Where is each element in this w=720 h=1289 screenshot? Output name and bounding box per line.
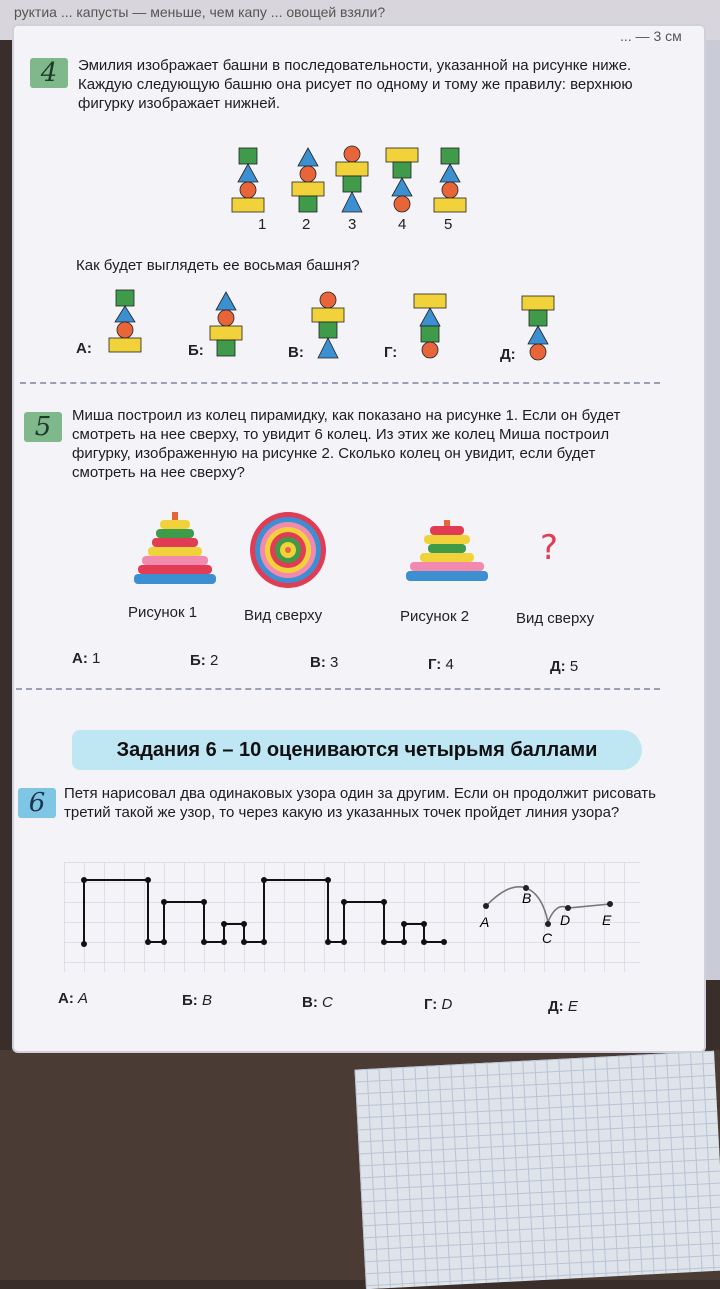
divider-line — [20, 382, 660, 384]
previous-page-text-2: ... — 3 см — [620, 28, 682, 44]
divider-line — [16, 688, 660, 690]
tower-label-5: 5 — [444, 216, 453, 233]
answer-d-label: Д: — [500, 346, 516, 363]
point-label-b: B — [522, 890, 532, 906]
point-label-d: D — [560, 912, 571, 928]
point-label-e: E — [602, 912, 612, 928]
figure-2-caption: Рисунок 2 — [400, 608, 470, 625]
answer-a-tower[interactable] — [105, 288, 145, 360]
pyramid-figure-1 — [130, 510, 220, 590]
tower-1 — [232, 148, 264, 212]
answer-v-label: В: — [288, 344, 304, 361]
graph-paper-sheet — [354, 1051, 720, 1289]
task6-text: Петя нарисовал два одинаковых узора один за другим. Если он продолжит рисовать третий такой же узор, то через какую из указанных точек пройдет линия узора? — [64, 785, 656, 821]
figure-1-caption: Рисунок 1 — [128, 604, 198, 621]
tower-label-4: 4 — [398, 216, 407, 233]
tower-label-1: 1 — [258, 216, 267, 233]
task6-answer-a[interactable]: А: A — [58, 990, 89, 1007]
section-banner: Задания 6 – 10 оцениваются четырьмя баллами — [72, 730, 642, 770]
answer-b-label: Б: — [188, 342, 204, 359]
top-view-caption: Вид сверху — [244, 607, 323, 624]
answer-v-tower[interactable] — [308, 290, 348, 362]
task5-answer-a[interactable]: А: 1 — [72, 650, 101, 667]
answer-d-tower[interactable] — [518, 294, 558, 366]
top-view-caption-2: Вид сверху — [516, 610, 595, 627]
task4-text: Эмилия изображает башни в последовательности, указанной на рисунке ниже. Каждую следующую башню она рисует по одному и тому же правилу: верхнюю фигурку изображает нижней. — [78, 57, 633, 112]
answer-a-label: А: — [76, 340, 92, 357]
tower-label-2: 2 — [302, 216, 311, 233]
point-label-a: A — [480, 914, 490, 930]
top-view-rings — [248, 510, 328, 590]
question-mark: ? — [540, 528, 559, 568]
answer-g-tower[interactable] — [410, 292, 450, 364]
task5-answer-d[interactable]: Д: 5 — [550, 658, 579, 675]
tower-4 — [386, 148, 418, 212]
previous-page-text: руктиа ... капусты — меньше, чем капу ... овощей взяли? — [14, 4, 386, 20]
task-number-badge: 5 — [24, 412, 62, 442]
tower-3 — [336, 146, 368, 212]
answer-g-label: Г: — [384, 344, 398, 361]
answer-b-tower[interactable] — [206, 290, 246, 362]
task-number-badge: 6 — [18, 788, 56, 818]
task5-answer-b[interactable]: Б: 2 — [190, 652, 219, 669]
task4-question: Как будет выглядеть ее восьмая башня? — [76, 257, 360, 274]
point-label-c: C — [542, 930, 553, 946]
task-number-badge: 4 — [30, 58, 68, 88]
task5-answer-v[interactable]: В: 3 — [310, 654, 339, 671]
tower-5 — [434, 148, 466, 212]
task6-answer-v[interactable]: В: C — [302, 994, 333, 1011]
pyramid-figure-2 — [402, 518, 492, 588]
task6-answer-d[interactable]: Д: E — [548, 998, 578, 1015]
task5-text: Миша построил из колец пирамидку, как показано на рисунке 1. Если он будет смотреть на нее сверху, то увидит 6 колец. Из этих же колец Миша построил фигурку, изображенную на рисунке 2. Сколько колец он увидит, если будет смотреть на нее сверху? — [72, 407, 621, 481]
task6-answer-b[interactable]: Б: B — [182, 992, 212, 1009]
tower-label-3: 3 — [348, 216, 357, 233]
pattern-grid — [64, 862, 640, 972]
task5-answer-g[interactable]: Г: 4 — [428, 656, 454, 673]
task6-answer-g[interactable]: Г: D — [424, 996, 453, 1013]
tower-2 — [292, 148, 324, 212]
